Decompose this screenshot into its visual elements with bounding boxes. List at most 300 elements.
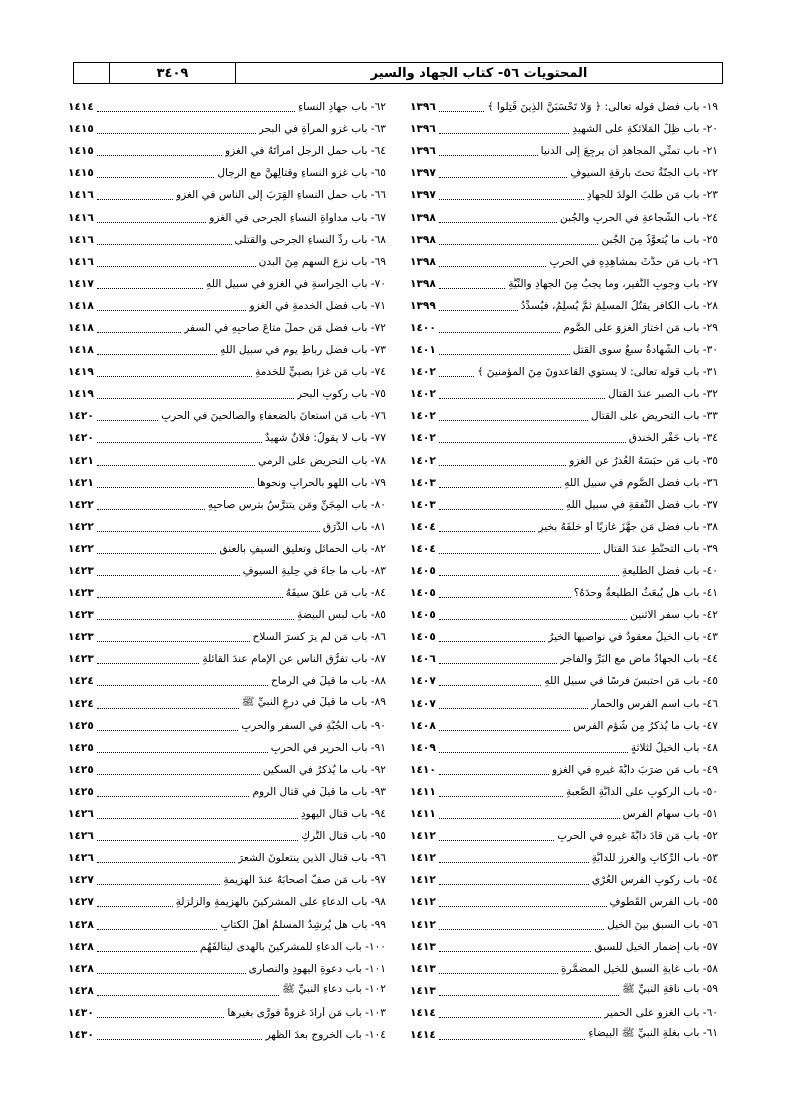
dot-leader [97,257,256,267]
toc-entry-page: ١٤٢٦ [68,852,94,865]
toc-entry-title: ١٠٣- باب مَن أرادَ غزوةً فورَّى بغيرِها [227,1006,386,1019]
toc-entry-page: ١٤٢٠ [68,432,94,445]
toc-entry-title: ٧٠- باب الحِراسةِ في الغزوِ في سبيلِ اللهِ [206,277,386,290]
toc-entry-title: ٥٣- باب الرِّكابِ والغرزِ للدابَّةِ [591,852,718,865]
dot-leader [439,1008,601,1018]
toc-entry [68,869,386,891]
toc-entry-page: ١٣٩٨ [410,277,436,290]
dot-leader [97,654,199,664]
dot-leader [439,897,607,907]
toc-entry [68,737,386,759]
toc-entry [68,162,386,184]
toc-entry [410,670,718,692]
toc-entry [410,759,718,781]
toc-entry-title: ٨٩- باب ما قيلَ في درعِ النبيِّ ﷺ [241,696,386,709]
toc-entry-page: ١٤٣٠ [68,1028,94,1041]
toc-entry [410,538,718,560]
toc-entry-page: ١٤١٢ [410,852,436,865]
dot-leader [97,787,250,797]
toc-entry [68,781,386,803]
toc-entry-title: ٩٤- باب قتالِ اليهودِ [300,808,386,821]
toc-entry-title: ٣٧- باب فضلِ النَّفقةِ في سبيلِ اللهِ [565,498,718,511]
toc-entry [68,229,386,251]
dot-leader [97,301,247,311]
dot-leader [439,301,518,311]
toc-entry [410,847,718,869]
toc-entry-title: ٥٤- باب ركوبِ الفرسِ العُرْيِ [591,874,718,887]
dot-leader [439,831,554,841]
toc-entry-page: ١٤٢٥ [68,763,94,776]
toc-entry-page: ١٤٢٤ [68,697,94,710]
toc-entry-title: ٨١- باب الدَّرَقِ [322,520,386,533]
toc-entry [68,361,386,383]
toc-entry-page: ١٤١٨ [68,299,94,312]
toc-entry [410,980,718,1002]
dot-leader [97,389,294,399]
toc-entry-page: ١٤٢٥ [68,719,94,732]
toc-entry [68,913,386,935]
dot-leader [439,1030,586,1040]
toc-entry-title: ٣٥- باب مَن حبَسَهُ العُذرُ عن الغزوِ [569,454,718,467]
dot-leader [97,676,268,686]
dot-leader [439,964,558,974]
dot-leader [439,345,570,355]
dot-leader [97,235,232,245]
dot-leader [439,323,560,333]
dot-leader [97,986,279,996]
dot-leader [97,743,268,753]
toc-entry [410,737,718,759]
dot-leader [97,920,217,930]
toc-entry-title: ٥٠- باب الركوبِ على الدابَّةِ الصَّعبةِ [565,785,718,798]
toc-entry-title: ٤٧- باب ما يُذكرُ مِن شُؤمِ الفرسِ [573,719,718,732]
toc-entry-page: ١٤٢٢ [68,542,94,555]
toc-entry-page: ١٤٢٨ [68,918,94,931]
dot-leader [97,765,260,775]
toc-entry-title: ٥١- باب سهامِ الفرسِ [622,808,718,821]
toc-entry-page: ١٤٢٨ [68,962,94,975]
toc-entry [410,913,718,935]
toc-entry-page: ١٤٢١ [68,476,94,489]
toc-entry [68,295,386,317]
toc-entry [68,604,386,626]
toc-entry-page: ١٣٩٧ [410,167,436,180]
toc-entry [410,140,718,162]
toc-entry-page: ١٤٠٧ [410,675,436,688]
toc-entry-title: ٣٢- باب الصبرِ عندَ القتالِ [608,388,718,401]
toc-entry-title: ٦٤- باب حملِ الرجلِ امرأتَهُ في الغزوِ [224,145,386,158]
dot-leader [439,699,589,709]
dot-leader [439,610,627,620]
toc-entry [410,229,718,251]
toc-entry [410,604,718,626]
toc-entry-title: ٧٢- باب فضلِ مَن حملَ متاعَ صاحبِهِ في السفرِ [184,321,386,334]
toc-entry-page: ١٤٢٣ [68,653,94,666]
dot-leader [439,566,619,576]
toc-entry [68,670,386,692]
toc-entry-page: ١٤٠٣ [410,498,436,511]
toc-entry-title: ٣١- باب قوله تعالى: لا يستوي القاعدونَ مِنَ المؤمنينَ ﴾ [477,366,718,379]
dot-leader [439,588,571,598]
dot-leader [97,456,255,466]
toc-entry-title: ٩٢- باب ما يُذكرُ في السكينِ [262,763,386,776]
toc-entry-title: ٣٤- باب حَفْرِ الخندقِ [628,432,718,445]
toc-entry [410,361,718,383]
dot-leader [439,920,604,930]
toc-entry [410,693,718,715]
toc-entry-page: ١٤١٥ [68,145,94,158]
dot-leader [439,367,474,377]
toc-entry-title: ٧٧- باب لا يقولُ: فلانٌ شهيدٌ [265,432,386,445]
toc-entry [410,450,718,472]
dot-leader [439,456,566,466]
toc-entry [68,96,386,118]
dot-leader [439,279,505,289]
toc-entry [410,869,718,891]
toc-entry-title: ٨٤- باب مَن علَّقَ سيفَهُ [285,587,386,600]
toc-entry [410,162,718,184]
dot-leader [97,190,173,200]
toc-entry [410,1024,718,1046]
toc-entry-title: ١٩- باب فضل قوله تعالى: ﴿ وَلَا تَحْسَبَنَّ الَّذِينَ قُتِلُوا ﴾ [487,101,718,114]
toc-entry-title: ٧٥- باب ركوبِ البحرِ [296,388,386,401]
toc-entry-title: ٦٢- باب جهادِ النساءِ [298,101,386,114]
toc-entry [68,450,386,472]
dot-leader [439,389,605,399]
toc-entry [410,184,718,206]
toc-entry-title: ٨٦- باب مَن لم يرَ كسرَ السلاحِ [252,631,386,644]
toc-entry-page: ١٤٢٨ [68,940,94,953]
dot-leader [97,897,173,907]
toc-entry-title: ٩٠- باب الجُبَّةِ في السفرِ والحربِ [241,719,386,732]
dot-leader [97,500,205,510]
toc-entry-title: ٧٤- باب مَن غزا بصبيٍّ للخدمةِ [255,366,386,379]
toc-entry-title: ٢٩- باب مَن اختارَ الغزوَ على الصَّومِ [563,321,718,334]
toc-entry-page: ١٤٢١ [68,454,94,467]
dot-leader [439,654,557,664]
toc-entry-page: ١٤٠٢ [410,454,436,467]
dot-leader [439,743,628,753]
toc-entry-page: ١٤١٦ [68,233,94,246]
toc-entry [68,251,386,273]
toc-entry-page: ١٤٠٤ [410,542,436,555]
dot-leader [97,146,222,156]
toc-entry [410,427,718,449]
dot-leader [439,853,589,863]
toc-entry [410,626,718,648]
toc-entry-page: ١٤٢٢ [68,498,94,511]
toc-entry-page: ١٤١٦ [68,255,94,268]
toc-entry [68,317,386,339]
toc-entry-title: ٤٤- باب الجهادُ ماضٍ مع البَرِّ والفاجرِ [560,653,718,666]
toc-entry-title: ٢٤- باب الشَّجاعةِ في الحربِ والجُبنِ [560,211,718,224]
dot-leader [439,235,599,245]
toc-entry-title: ٦٦- باب حملِ النساءِ القِرَبَ إلى الناسِ في الغزوِ [175,189,386,202]
toc-entry-page: ١٤٠٢ [410,410,436,423]
toc-entry-title: ٦٧- باب مداواةِ النساءِ الجرحى في الغزوِ [209,211,386,224]
toc-entry-page: ١٤٠٣ [410,476,436,489]
toc-entry-page: ١٤١٢ [410,918,436,931]
toc-entry-title: ٦٥- باب غزوِ النساءِ وقتالِهنَّ مع الرجالِ [217,167,386,180]
toc-entry [68,693,386,715]
toc-entry-title: ٢٨- باب الكافرِ يقتُلُ المسلِمَ ثمَّ يُسلِمُ، فيُسدِّدُ [520,299,718,312]
toc-entry-title: ٣٨- باب فضلِ مَن جهَّزَ غازيًا أو خلَفَهُ بخيرٍ [538,520,718,533]
dot-leader [439,146,538,156]
toc-entry [68,582,386,604]
dot-leader [439,942,591,952]
toc-entry-title: ٢٥- باب ما يُتعوَّذُ مِنَ الجُبنِ [601,233,718,246]
toc-entry-page: ١٤١٦ [68,211,94,224]
toc-entry-page: ١٣٩٨ [410,255,436,268]
header-empty-cell [74,63,109,83]
toc-entry-title: ٣٠- باب الشَّهادةُ سبعٌ سوى القتلِ [572,344,718,357]
toc-entry-page: ١٤٠٠ [410,321,436,334]
toc-entry [68,847,386,869]
toc-entry-title: ٩٥- باب قتالِ التُّركِ [301,830,386,843]
toc-entry [410,405,718,427]
toc-entry [410,936,718,958]
toc-entry-title: ٢١- باب تمنِّي المجاهدِ أن يرجِعَ إلى الدنيا [540,145,718,158]
dot-leader [97,588,283,598]
toc-entry-title: ٤٦- باب اسمِ الفرسِ والحمارِ [591,697,718,710]
dot-leader [97,522,320,532]
toc-entry-title: ٢٢- باب الجنّةُ تحتَ بارقةِ السيوفِ [570,167,718,180]
toc-entry [410,582,718,604]
dot-leader [97,544,217,554]
dot-leader [97,1008,225,1018]
toc-entry [410,494,718,516]
header-title: المحتويات ٥٦- كتاب الجهاد والسير [235,63,722,83]
toc-entry [410,825,718,847]
toc-entry-page: ١٤١٢ [410,896,436,909]
toc-entry [68,405,386,427]
toc-entry-page: ١٤١٤ [410,1028,436,1041]
toc-entry-title: ٧٩- باب اللهوِ بالحرابِ ونحوِها [256,476,386,489]
dot-leader [97,721,238,731]
toc-entry-page: ١٤١٧ [68,277,94,290]
toc-column-left [68,96,386,1046]
toc-entry [68,715,386,737]
toc-entry-title: ٩٧- باب مَن صفَّ أصحابَهُ عندَ الهزيمةِ [223,874,386,887]
toc-entry [410,295,718,317]
toc-entry [68,648,386,670]
dot-leader [439,522,535,532]
toc-entry [68,516,386,538]
toc-entry-page: ١٤٠٩ [410,741,436,754]
toc-entry-page: ١٣٩٩ [410,299,436,312]
toc-entry-title: ٨٨- باب ما قيلَ في الرماحِ [270,675,386,688]
toc-entry-page: ١٣٩٦ [410,101,436,114]
toc-entry [410,339,718,361]
toc-entry-page: ١٤١١ [410,785,436,798]
dot-leader [439,124,569,134]
toc-entry-title: ٤٢- باب سفرِ الاثنينِ [630,609,718,622]
dot-leader [97,942,197,952]
toc-entry-page: ١٤١٣ [410,962,436,975]
toc-entry-page: ١٤١٩ [68,388,94,401]
dot-leader [97,853,235,863]
dot-leader [439,102,484,112]
toc-entry-page: ١٤٠٨ [410,719,436,732]
toc-entry [68,538,386,560]
toc-entry-title: ٥٧- باب إضمارِ الخيلِ للسبقِ [594,940,718,953]
toc-entry-page: ١٤٢٥ [68,741,94,754]
toc-entry-page: ١٤١٢ [410,830,436,843]
toc-entry [68,891,386,913]
toc-entry [68,958,386,980]
dot-leader [97,1030,263,1040]
toc-entry-title: ٢٦- باب مَن حدَّثَ بمشاهِدِهِ في الحربِ [549,255,718,268]
dot-leader [97,610,294,620]
toc-entry-title: ٩٨- باب الدعاءِ على المشركينَ بالهزيمةِ والزلزلةِ [175,896,386,909]
dot-leader [97,809,298,819]
dot-leader [97,367,252,377]
toc-entry-page: ١٤٢٧ [68,896,94,909]
toc-entry-page: ١٤١٢ [410,874,436,887]
toc-entry-page: ١٤٠٢ [410,388,436,401]
dot-leader [439,190,584,200]
dot-leader [439,257,547,267]
toc-entry [68,383,386,405]
dot-leader [97,699,239,709]
toc-entry-title: ٤١- باب هل يُبعَثُ الطليعةُ وحدَهُ؟ [573,587,718,600]
toc-entry [410,96,718,118]
toc-entry-page: ١٤٠٥ [410,587,436,600]
toc-entry-page: ١٤١٥ [68,167,94,180]
toc-entry-title: ٥٩- باب ناقةِ النبيِّ ﷺ [622,983,718,996]
toc-entry [68,118,386,140]
toc-entry-page: ١٤٠٤ [410,520,436,533]
dot-leader [439,500,563,510]
dot-leader [439,544,600,554]
toc-entry [68,825,386,847]
toc-entry-title: ٨٠- باب المِجَنِّ ومَن يتترَّسُ بترسِ صاحبِهِ [207,498,386,511]
dot-leader [97,279,203,289]
toc-entry [410,206,718,228]
toc-entry-page: ١٤٢٣ [68,565,94,578]
dot-leader [97,323,181,333]
toc-entry [410,516,718,538]
toc-entry-title: ٨٥- باب لُبسِ البيضةِ [297,609,386,622]
toc-entry [410,560,718,582]
dot-leader [97,345,217,355]
toc-entry-page: ١٤٢٥ [68,785,94,798]
toc-entry-title: ٨٧- باب تفرُّقِ الناسِ عن الإمامِ عندَ القائلةِ [202,653,386,666]
toc-entry [410,118,718,140]
toc-entry [68,427,386,449]
toc-entry [68,184,386,206]
toc-entry [68,494,386,516]
toc-entry-page: ١٤١٣ [410,940,436,953]
toc-entry-title: ٢٠- باب ظِلِّ المَلائكةِ على الشهيدِ [572,123,718,136]
toc-entry-page: ١٣٩٨ [410,211,436,224]
toc-entry-page: ١٤٠٥ [410,631,436,644]
toc-entry-page: ١٤١٨ [68,344,94,357]
dot-leader [97,102,295,112]
toc-entry-page: ١٤٢٦ [68,808,94,821]
toc-entry-title: ٥٢- باب مَن قادَ دابَّةَ غيرِهِ في الحربِ [557,830,718,843]
toc-entry-title: ٣٣- باب التحريضِ على القتالِ [590,410,718,423]
toc-entry-page: ١٤٠٧ [410,697,436,710]
toc-entry-title: ٥٦- باب السبقِ بينَ الخيلِ [607,918,718,931]
toc-entry-page: ١٣٩٦ [410,123,436,136]
toc-entry-page: ١٤٠٢ [410,432,436,445]
toc-entry-title: ٥٨- باب غايةِ السبقِ للخيلِ المضمَّرةِ [560,962,718,975]
dot-leader [439,168,568,178]
toc-entry [410,317,718,339]
toc-entry-page: ١٤٢٣ [68,587,94,600]
toc-entry-title: ٧٨- باب التحريضِ على الرميِ [258,454,386,467]
toc-entry-title: ٣٩- باب التحنُّطِ عندَ القتالِ [602,542,718,555]
dot-leader [439,478,561,488]
dot-leader [439,787,563,797]
toc-entry-title: ٤٩- باب مَن ضرَبَ دابَّةَ غيرِهِ في الغزوِ [551,763,718,776]
toc-entry-page: ١٤١٨ [68,321,94,334]
toc-entry [68,140,386,162]
toc-entry [68,1024,386,1046]
toc-entry-title: ٨٣- باب ما جاءَ في حِليةِ السيوفِ [242,565,386,578]
toc-entry [410,648,718,670]
toc-entry-page: ١٤٢٤ [68,675,94,688]
toc-entry-page: ١٤٣٠ [68,1006,94,1019]
toc-entry-title: ٦٠- باب الغزوِ على الحميرِ [604,1006,718,1019]
toc-entry-page: ١٤١٠ [410,763,436,776]
dot-leader [97,566,240,576]
toc-entry-page: ١٤٠٦ [410,653,436,666]
toc-entry-page: ١٤١٩ [68,366,94,379]
toc-entry [410,273,718,295]
dot-leader [439,765,549,775]
toc-entry-page: ١٤٢٣ [68,609,94,622]
toc-entry-page: ١٣٩٨ [410,233,436,246]
toc-entry-page: ١٤٢٧ [68,874,94,887]
dot-leader [97,433,262,443]
toc-entry-title: ٧٣- باب فضلِ رباطِ يومٍ في سبيلِ اللهِ [220,344,386,357]
dot-leader [97,168,214,178]
toc-entry [68,626,386,648]
dot-leader [439,875,589,885]
dot-leader [97,964,246,974]
dot-leader [439,676,542,686]
toc-entry-page: ١٤٢٣ [68,631,94,644]
toc-entry-title: ٧٦- باب مَن استعانَ بالضعفاءِ والصالحينَ في الحربِ [161,410,386,423]
toc-entry-page: ١٤٠٢ [410,366,436,379]
toc-entry-title: ٦٩- باب نزعِ السهمِ مِنَ البدنِ [258,255,386,268]
toc-entry-page: ١٤١٤ [68,101,94,114]
dot-leader [439,809,620,819]
toc-entry [410,781,718,803]
toc-entry-page: ١٤١٣ [410,984,436,997]
toc-entry-title: ٦٨- باب ردِّ النساءِ الجرحى والقتلى [234,233,386,246]
dot-leader [439,213,557,223]
toc-entry-title: ٤٣- باب الخيلُ معقودٌ في نواصيها الخيرُ [548,631,718,644]
dot-leader [97,124,256,134]
toc-entry-title: ٩١- باب الحريرِ في الحربِ [270,741,386,754]
toc-entry [68,339,386,361]
toc-entry-page: ١٣٩٧ [410,189,436,202]
dot-leader [439,632,545,642]
toc-entry-title: ٩٦- باب قتالِ الذين ينتعلونَ الشعرَ [238,852,386,865]
toc-entry [410,383,718,405]
toc-entry [68,803,386,825]
toc-entry-page: ١٤٢٦ [68,830,94,843]
toc-entry-title: ٩٩- باب هل يُرشِدُ المسلمُ أهلَ الكتابِ [220,918,386,931]
dot-leader [97,831,299,841]
toc-entry [68,206,386,228]
toc-entry [68,759,386,781]
toc-entry [68,560,386,582]
dot-leader [439,721,570,731]
